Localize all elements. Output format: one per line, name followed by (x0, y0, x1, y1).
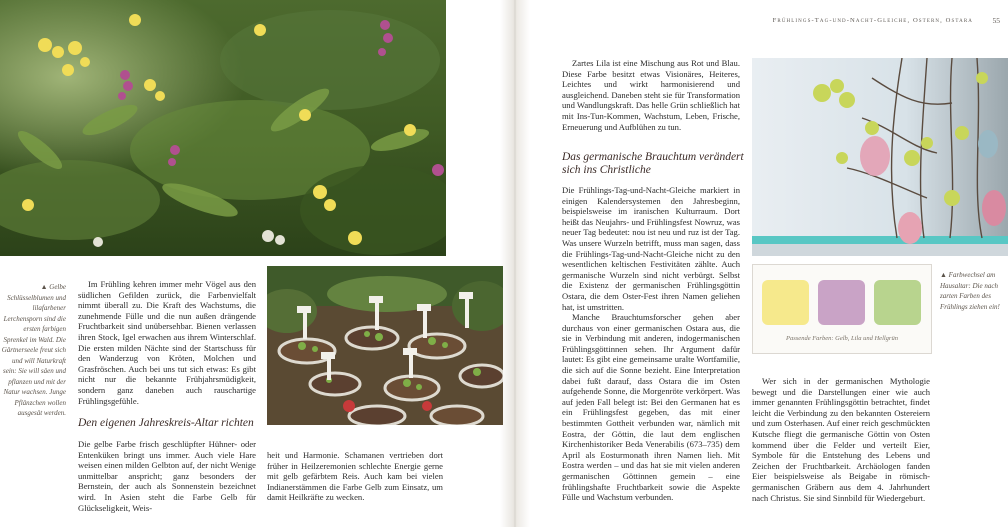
left-col1-heading: Den eigenen Jahreskreis-Altar richten (78, 417, 254, 429)
easter-eggs-photo (752, 58, 1008, 256)
right-col2-para: Wer sich in der germanischen Mythologie bewegt und die Darstellungen einer wie auch immer genannten Frühlingsgöttin betrachtet, findet leicht die Verbindung zu den bekannten Ostereiern und zum Osterhasen. Auf einer reich geschmückten Kutsche fliegt die germanische Göttin von Osten kommend über die Felder und verteilt Eier, Symbole für die Entstehung des Lebens und Zeichen der Fruchtbarkeit. Archäologen fanden Eier beispielsweise als Beigabe in römisch-germanischen Gräbern aus dem 4. Jahrhundert nach Christus. Sie sind Sinnbild für Wiedergeburt. (752, 376, 930, 503)
right-col1-para3: Manche Brauchtumsforscher gehen aber durchaus von einer germanischen Ostara aus, die sie in Verbindung mit anderen, indogermanischen Frühlingsgöttinnen sehen. Ihr Argument dafür lautet: Es gibt eine gemeinsame uralte Wortfamilie, die sich auf die Sonne bezieht. Eine Interpretation dabei fußt darauf, dass Ostara die im Osten aufgehende Sonne, die Morgenröte verkörpert. Was auf jeden Fall belegt ist: Bei den Germanen hat es ein Frühlingsfest gegeben, das mit einer bestimmten Gottheit verbunden war, nämlich mit Eostra, der Göttin, die laut dem englischen Kirchenhistoriker Beda Venerabilis (673–735) dem April als Eosturmonath ihren Namen lieh. Mit Eostra werden – und das hat sie mit vielen anderen germanischen Göttinnen gemein – eine frühlingshafte Fruchtbarkeit sowie die Aspekte Fülle und Wachstum verbunden. (562, 312, 740, 503)
swatch-lilac (818, 280, 865, 325)
swatch-caption: Passende Farben: Gelb, Lila und Hellgrün (786, 335, 898, 342)
color-swatch-box (752, 264, 932, 354)
right-col1-para2: Die Frühlings-Tag-und-Nacht-Gleiche markiert in einigen Kalendersystemen den Jahresbeginn, beispielsweise im iranischen Kulturraum. Dort heißt das Neujahrs- und Frühlingsfest Nowruz, was neuer Tag bedeutet: nou ist neu und ruz ist der Tag. Was unsere Wurzeln betrifft, muss man sagen, dass die Frühlings-Tag-und-Nacht-Gleiche nicht zu den wesentlichen keltischen Festivitäten zählte. Auch germanische Wurzeln sind nicht verbürgt. Selbst die Existenz der germanischen Frühlingsgöttin Ostara, die dem Oster-Fest ihren Namen geliehen hat, ist umstritten. (562, 185, 740, 312)
left-col1-para1: Im Frühling kehren immer mehr Vögel aus den südlichen Gefilden zurück, die Farbenvielfalt nimmt überall zu. Die Kraft des Wachstums, die zunehmende Fülle und die nun außen drängende Fruchtbarkeit sind unübersehbar. Bienen verlassen ihren Stock, Igel erwachen aus ihrem Winterschlaf. Die ersten milden Nächte sind der Startschuss für den Wanderzug von Kröten, Molchen und Grasfröschen. Auch bei uns tut sich etwas: Es gibt nicht nur die bekannte Frühjahrsmüdigkeit, sondern ganz daneben auch rauschartige Frühlingsgefühle. (78, 279, 256, 406)
swatch-yellow (762, 280, 809, 325)
running-title: Frühlings-Tag-und-Nacht-Gleiche, Ostern, Ostara (772, 17, 973, 24)
swatch-light-green (874, 280, 921, 325)
left-col1-para2: Die gelbe Farbe frisch geschlüpfter Hühner- oder Entenküken bringt uns immer. Auch viele Hare weisen einen milden Gelbton auf, der nicht Wenige unmittelbar anspricht; ganz besonders der Bernstein, der auch als Sonnenstein bezeichnet wird. In Asien steht die Farbe Gelb für Glückseligkeit, Weis- (78, 439, 256, 513)
left-col2-para: heit und Harmonie. Schamanen vertrieben dort früher in Heilzeremonien schlechte Energie gerne mit gelb gefärbtem Reis. Auch kam bei vielen Indianerstämmen die Farbe Gelb zum Einsatz, um damit Heilkräfte zu wecken. (267, 450, 443, 503)
page-number: 55 (992, 16, 1000, 25)
page-gutter (500, 0, 530, 527)
right-caption: ▲ Farbwechsel am Hausaltar: Die nach zarten Farben des Frühlings ziehen ein! (940, 271, 1000, 311)
seedlings-photo (267, 266, 503, 425)
right-col1-heading: Das germanische Brauchtum verändert sich ins Christliche (562, 151, 744, 176)
left-caption: ▲ Gelbe Schlüsselblumen und lilafarbener Lerchensporn sind die ersten farbigen Sprenkel im Wald. Die Gärtnerseele freut sich und will Naturkraft sein: Sie will säen und pflanzen und mit der Natur wachsen. Junge Pflänzchen wollen ausgesät werden. (1, 283, 66, 417)
flowers-photo (0, 0, 446, 256)
right-col1-para1: Zartes Lila ist eine Mischung aus Rot und Blau. Diese Farbe besitzt etwas Visionäres, Heiteres, Leichtes und wirkt harmonisierend und ausgleichend. Daneben steht sie für Transformation und Wandlungskraft. Das helle Grün schließlich hat mit Ins-Tun-Kommen, Wachstum, Leben, Frische, Erneuerung und Aufblühen zu tun. (562, 58, 740, 132)
